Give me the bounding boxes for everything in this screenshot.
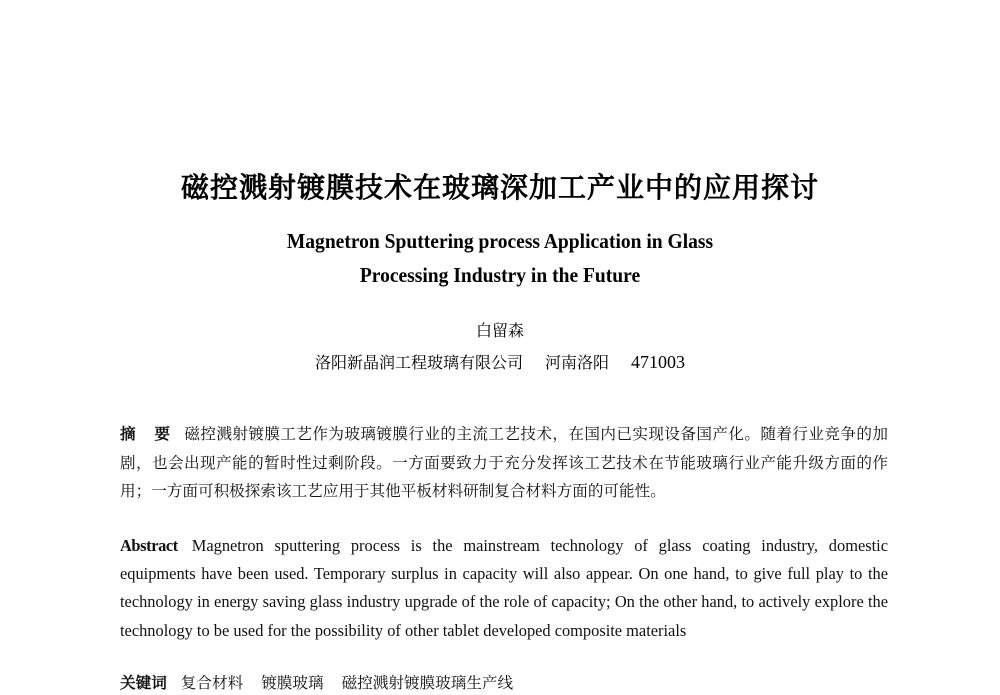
abstract-english: [120, 532, 888, 645]
abstract-chinese: [120, 420, 888, 506]
abstract-english-label: Abstract: [120, 536, 178, 555]
keywords-label: 关键词: [120, 674, 167, 692]
affiliation-organization: 洛阳新晶润工程玻璃有限公司: [314, 353, 523, 372]
abstract-label-char-1: 摘: [120, 425, 136, 443]
affiliation-postcode: 471003: [631, 352, 686, 372]
affiliation-location: 河南洛阳: [545, 353, 610, 372]
author-name: 白留森: [475, 321, 524, 340]
keyword-item: 镀膜玻璃: [261, 674, 324, 692]
author-affiliation: [0, 350, 1000, 375]
abstract-label-char-2: 要: [154, 425, 171, 443]
abstract-chinese-text: 磁控溅射镀膜工艺作为玻璃镀膜行业的主流工艺技术，在国内已实现设备国产化。随着行业竞争的加剧，也会出现产能的暂时性过剩阶段。一方面要致力于充分发挥该工艺技术在节能玻璃行业产能升级方面的作用；一方面可积极探索该工艺应用于其他平板材料研制复合材料方面的可能性。: [120, 425, 888, 500]
abstract-english-text: Magnetron sputtering process is the mainstream technology of glass coating industry, domestic equipments have been used. Temporary surplus in capacity will also appear. On one hand, to give full play to the technology in energy saving glass industry upgrade of the role of capacity; On the other hand, to actively explore the technology to be used for the possibility of other tablet developed composite materials: [120, 536, 888, 640]
title-chinese: 磁控溅射镀膜技术在玻璃深加工产业中的应用探讨: [180, 171, 819, 204]
title-english: [35, 224, 965, 292]
keyword-item: 磁控溅射镀膜玻璃生产线: [341, 674, 514, 692]
keywords-line: [120, 671, 888, 695]
title-english-line-1: Magnetron Sputtering process Application in Glass: [286, 229, 714, 253]
title-english-line-2: Processing Industry in the Future: [359, 263, 641, 287]
abstract-chinese-label: [120, 425, 170, 443]
keyword-item: 复合材料: [180, 674, 244, 692]
